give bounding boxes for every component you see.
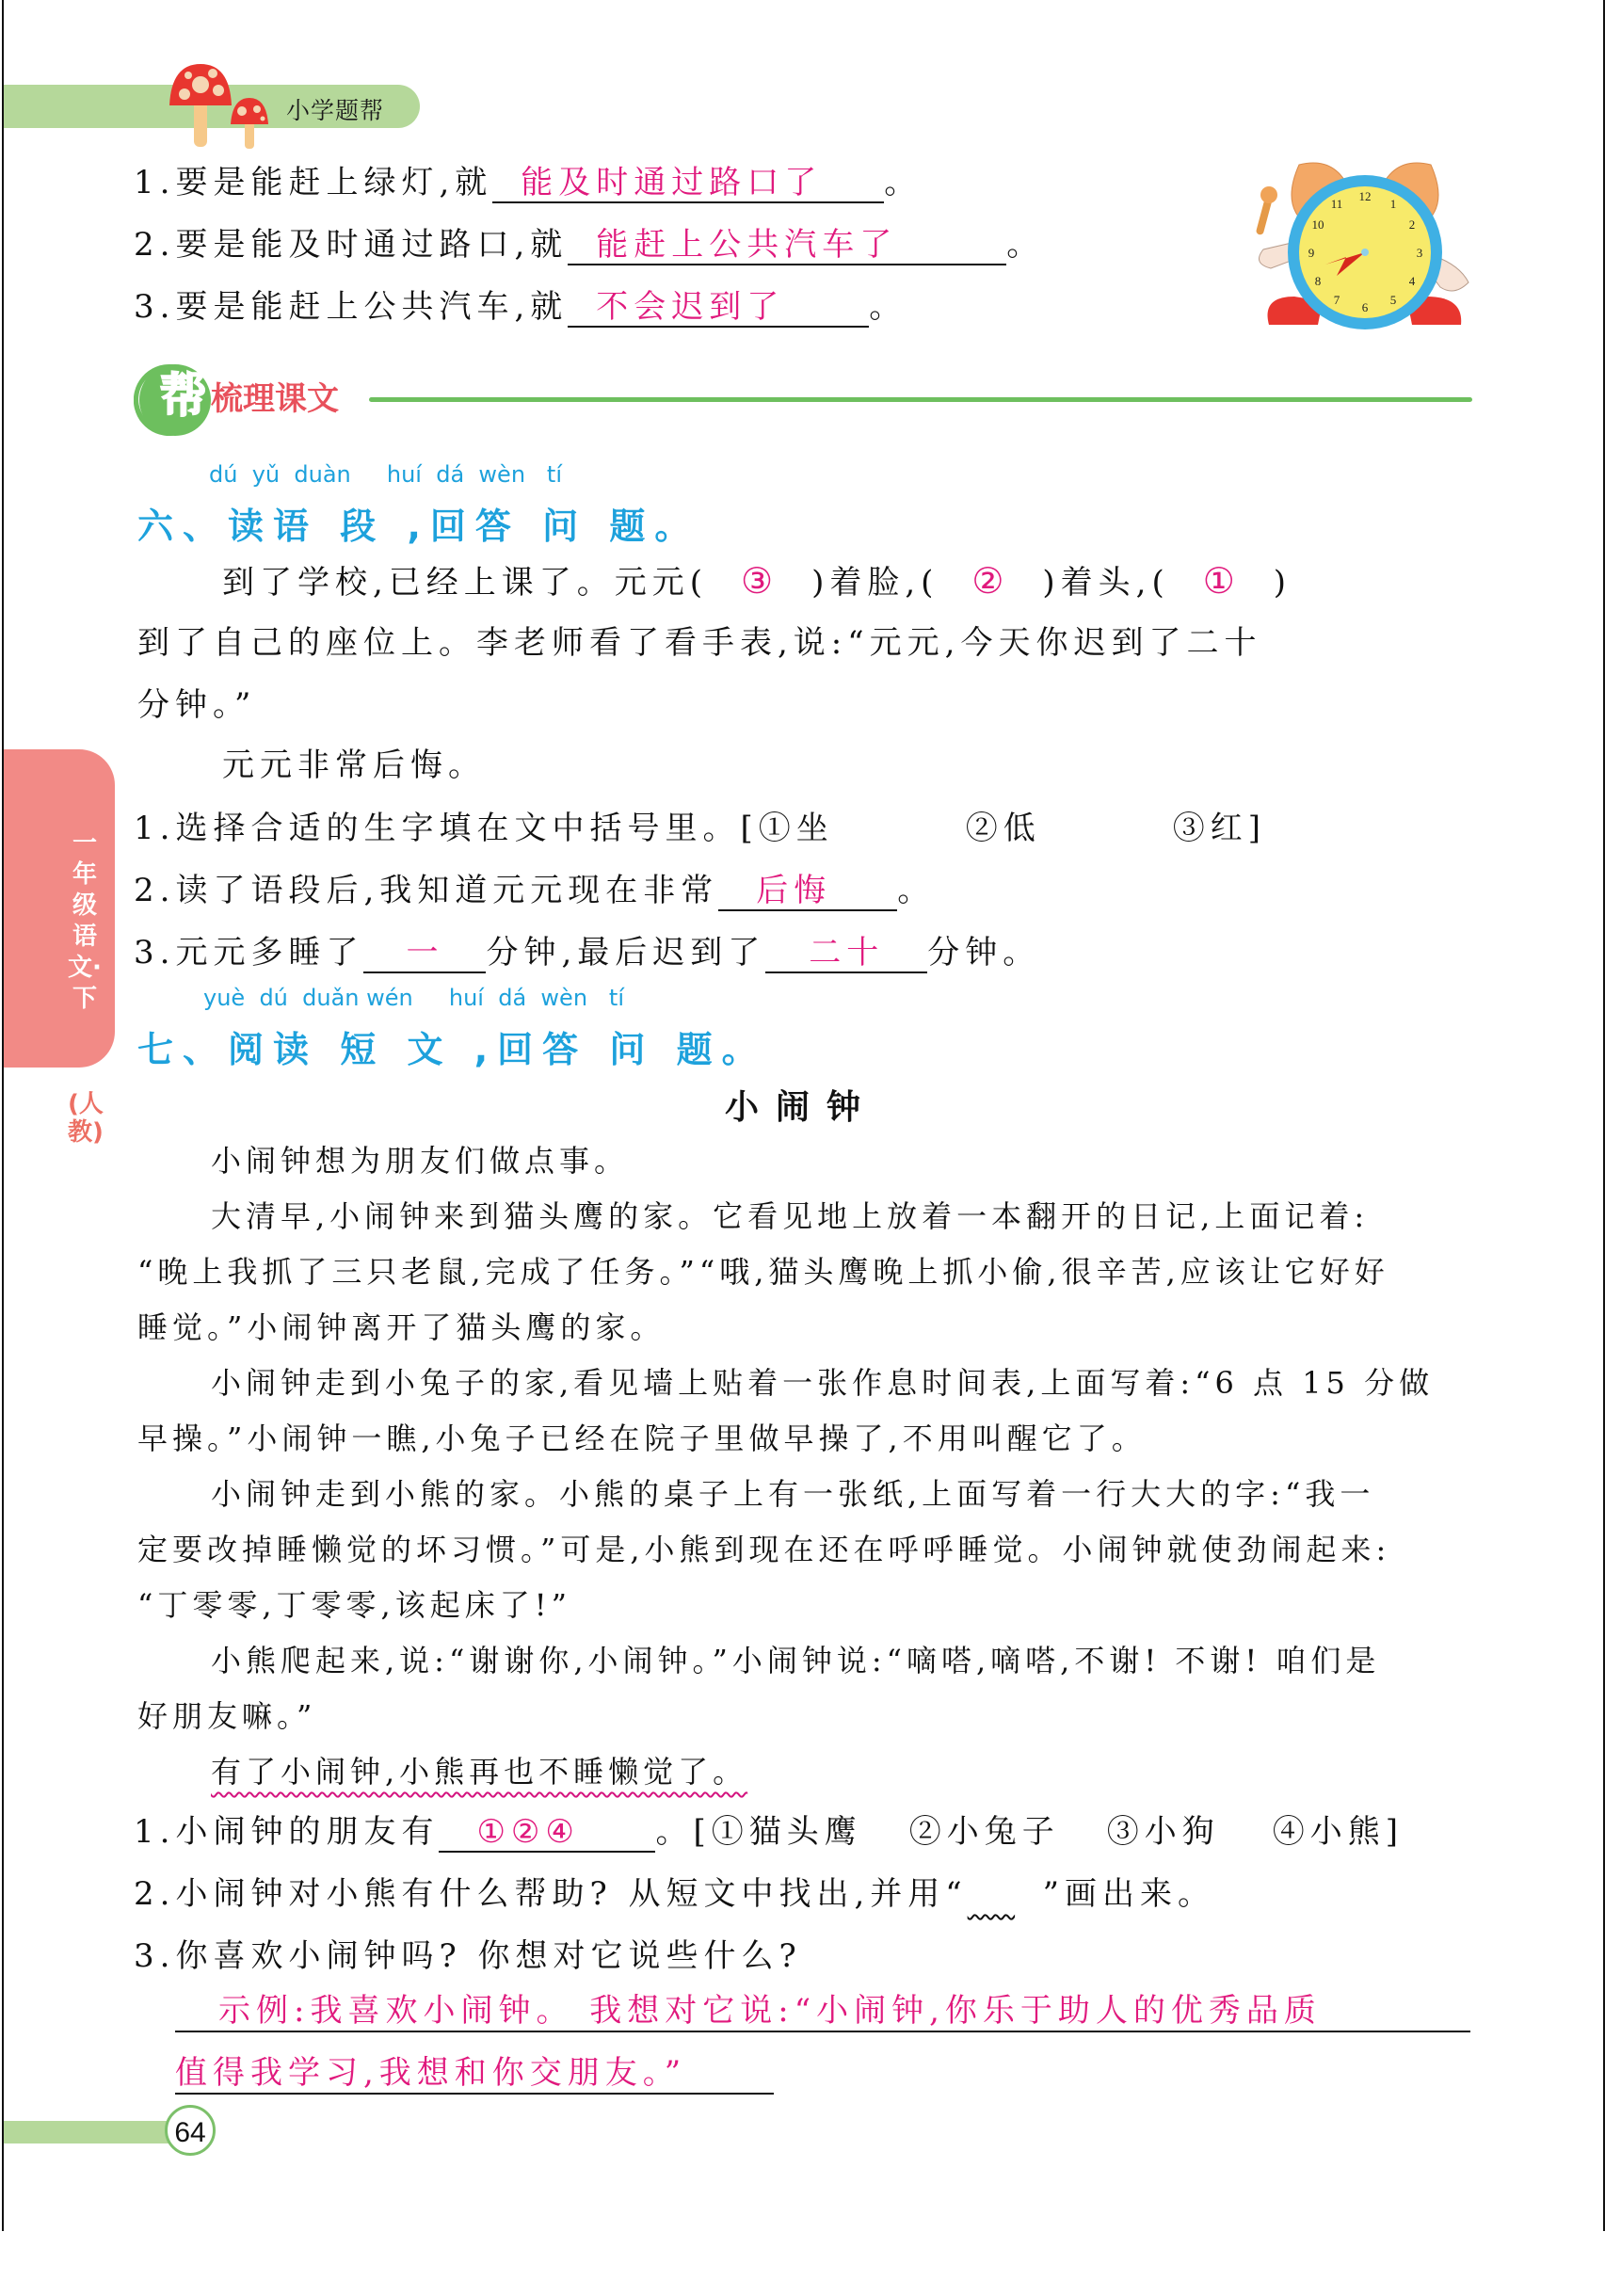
story-line: 大清早,小闹钟来到猫头鹰的家。它看见地上放着一本翻开的日记,上面记着: (211, 1198, 1370, 1234)
part6-heading: 六、读语 段 ,回答 问 题。 (137, 506, 700, 547)
publisher-label: (人教) (68, 1090, 104, 1147)
item-prompt: 要是能赶上公共汽车,就 (175, 288, 569, 326)
part6-para1-line1 (222, 550, 1292, 614)
intro-item-3 (134, 281, 907, 328)
svg-text:3: 3 (1416, 246, 1423, 260)
story-line: 小闹钟走到小熊的家。小熊的桌子上有一张纸,上面写着一行大大的字:“我一 (211, 1476, 1375, 1512)
svg-text:5: 5 (1389, 293, 1397, 307)
question-text: 2.小闹钟对小熊有什么帮助? 从短文中找出,并用“ (134, 1875, 968, 1913)
answer-blank[interactable]: ③ (741, 560, 779, 602)
svg-text:4: 4 (1408, 274, 1416, 288)
story-line: 小熊爬起来,说:“谢谢你,小闹钟。”小闹钟说:“嘀嗒,嘀嗒,不谢! 不谢! 咱们是 (211, 1643, 1381, 1678)
story-line: 睡觉。”小闹钟离开了猫头鹰的家。 (137, 1309, 666, 1345)
option-3: ③小狗 (1106, 1813, 1220, 1851)
part7-q2 (134, 1868, 1215, 1914)
story-line: 小闹钟想为朋友们做点事。 (211, 1143, 630, 1179)
bracket-close: ] (1247, 810, 1266, 847)
section-badge-char: 帮 (160, 368, 207, 423)
story-line: “晚上我抓了三只老鼠,完成了任务。”“哦,猫头鹰晚上抓小偷,很辛苦,应该让它好好 (137, 1254, 1389, 1290)
item-prompt: 要是能赶上绿灯,就 (175, 164, 493, 201)
part6-q1 (134, 802, 1266, 848)
part7-q3: 3.你喜欢小闹钟吗? 你想对它说些什么? (134, 1937, 802, 1975)
svg-text:8: 8 (1314, 274, 1322, 288)
story-line: 早操。”小闹钟一瞧,小兔子已经在院子里做早操了,不用叫醒它了。 (137, 1421, 1147, 1456)
option-1: ①坐 (758, 810, 834, 847)
answer-blank[interactable]: 二十 (765, 935, 927, 973)
question-text: 3.元元多睡了 (134, 934, 364, 971)
text: 分钟。 (927, 934, 1041, 971)
text: 到了学校,已经上课了。元元( (222, 564, 709, 602)
part6-q2 (134, 864, 935, 911)
text: )着脸,( (811, 564, 939, 602)
svg-text:9: 9 (1308, 246, 1315, 260)
svg-text:11: 11 (1330, 197, 1343, 211)
answer-blank[interactable]: 能赶上公共汽车了 (568, 227, 1006, 265)
svg-text:12: 12 (1358, 189, 1372, 203)
bracket-close: ] (1385, 1813, 1404, 1851)
question-text: 1.小闹钟的朋友有 (134, 1813, 440, 1851)
intro-item-2 (134, 218, 1044, 265)
grade-label: 一年级语文·下 (68, 829, 102, 1013)
text: ) (1273, 564, 1292, 602)
part6-para2: 元元非常后悔。 (222, 747, 486, 784)
answer-blank[interactable]: 不会迟到了 (568, 289, 869, 328)
option-1: ①猫头鹰 (711, 1813, 862, 1851)
intro-item-1 (134, 156, 922, 203)
story-line: “丁零零,丁零零,该起床了!” (137, 1587, 571, 1623)
svg-text:7: 7 (1333, 293, 1340, 307)
story-title: 小闹钟 (725, 1088, 878, 1127)
answer-blank[interactable]: 一 (363, 935, 486, 973)
page-number: 64 (165, 2105, 216, 2156)
story-line: 好朋友嘛。” (137, 1698, 317, 1734)
question-text: 2.读了语段后,我知道元元现在非常 (134, 872, 719, 909)
story-line: 小闹钟走到小兔子的家,看见墙上贴着一张作息时间表,上面写着:“6 点 15 分做 (211, 1365, 1435, 1401)
item-number: 2. (134, 226, 176, 264)
item-end: 。 (884, 164, 923, 201)
text: 分钟,最后迟到了 (486, 934, 766, 971)
item-end: 。 (869, 288, 907, 326)
footer-bar (4, 2121, 173, 2143)
answer-blank[interactable]: 后悔 (718, 873, 897, 911)
story-line: 定要改掉睡懒觉的坏习惯。”可是,小熊到现在还在呼呼睡觉。小闹钟就使劲闹起来: (137, 1532, 1391, 1567)
page-border-left (2, 0, 4, 2231)
alarm-clock-illustration (1243, 155, 1487, 334)
section-rule (369, 397, 1472, 402)
part6-para1-line3: 分钟。” (137, 686, 257, 724)
item-end: 。 (1006, 226, 1045, 264)
svg-text:2: 2 (1408, 217, 1416, 232)
mushroom-small-icon (229, 96, 270, 149)
option-3: ③红 (1172, 810, 1248, 847)
section-title: 梳理课文 (211, 380, 339, 418)
part7-pinyin: yuè dú duǎn wén huí dá wèn tí (203, 985, 624, 1011)
part7-q1 (134, 1806, 1404, 1853)
q3-answer-line-1[interactable]: 示例:我喜欢小闹钟。 我想对它说:“小闹钟,你乐于助人的优秀品质 (175, 1992, 1470, 2032)
wavy-line-sample (968, 1875, 1043, 1913)
svg-text:1: 1 (1389, 197, 1397, 211)
svg-text:6: 6 (1361, 300, 1369, 314)
q3-answer-line-2[interactable]: 值得我学习,我想和你交朋友。” (175, 2054, 774, 2095)
part6-q3 (134, 926, 1040, 973)
answer-blank[interactable]: ① (1202, 560, 1241, 602)
part7-heading: 七、阅读 短 文 ,回答 问 题。 (137, 1029, 767, 1070)
story-line-underlined[interactable] (211, 1744, 747, 1800)
brand-label: 小学题帮 (286, 97, 385, 124)
text: ”画出来。 (1042, 1875, 1216, 1913)
option-4: ④小熊 (1272, 1813, 1386, 1851)
wavy-underlined-sentence: 有了小闹钟,小熊再也不睡懒觉了。 (211, 1754, 748, 1790)
svg-text:10: 10 (1311, 217, 1324, 232)
mushroom-icon (168, 62, 233, 149)
part6-para1-line2: 到了自己的座位上。李老师看了看手表,说:“元元,今天你迟到了二十 (137, 624, 1262, 662)
answer-blank[interactable]: 能及时通过路口了 (492, 165, 884, 203)
item-prompt: 要是能及时通过路口,就 (175, 226, 569, 264)
question-text: 1.选择合适的生字填在文中括号里。[ (134, 810, 759, 847)
text: 。 (897, 872, 936, 909)
part6-pinyin: dú yǔ duàn huí dá wèn tí (209, 461, 562, 488)
text: )着头,( (1042, 564, 1170, 602)
item-number: 1. (134, 164, 176, 201)
answer-blank[interactable]: ①②④ (439, 1814, 655, 1853)
bracket-open: 。[ (655, 1813, 712, 1851)
item-number: 3. (134, 288, 176, 326)
option-2: ②小兔子 (908, 1813, 1060, 1851)
option-2: ②低 (965, 810, 1041, 847)
answer-blank[interactable]: ② (971, 560, 1010, 602)
